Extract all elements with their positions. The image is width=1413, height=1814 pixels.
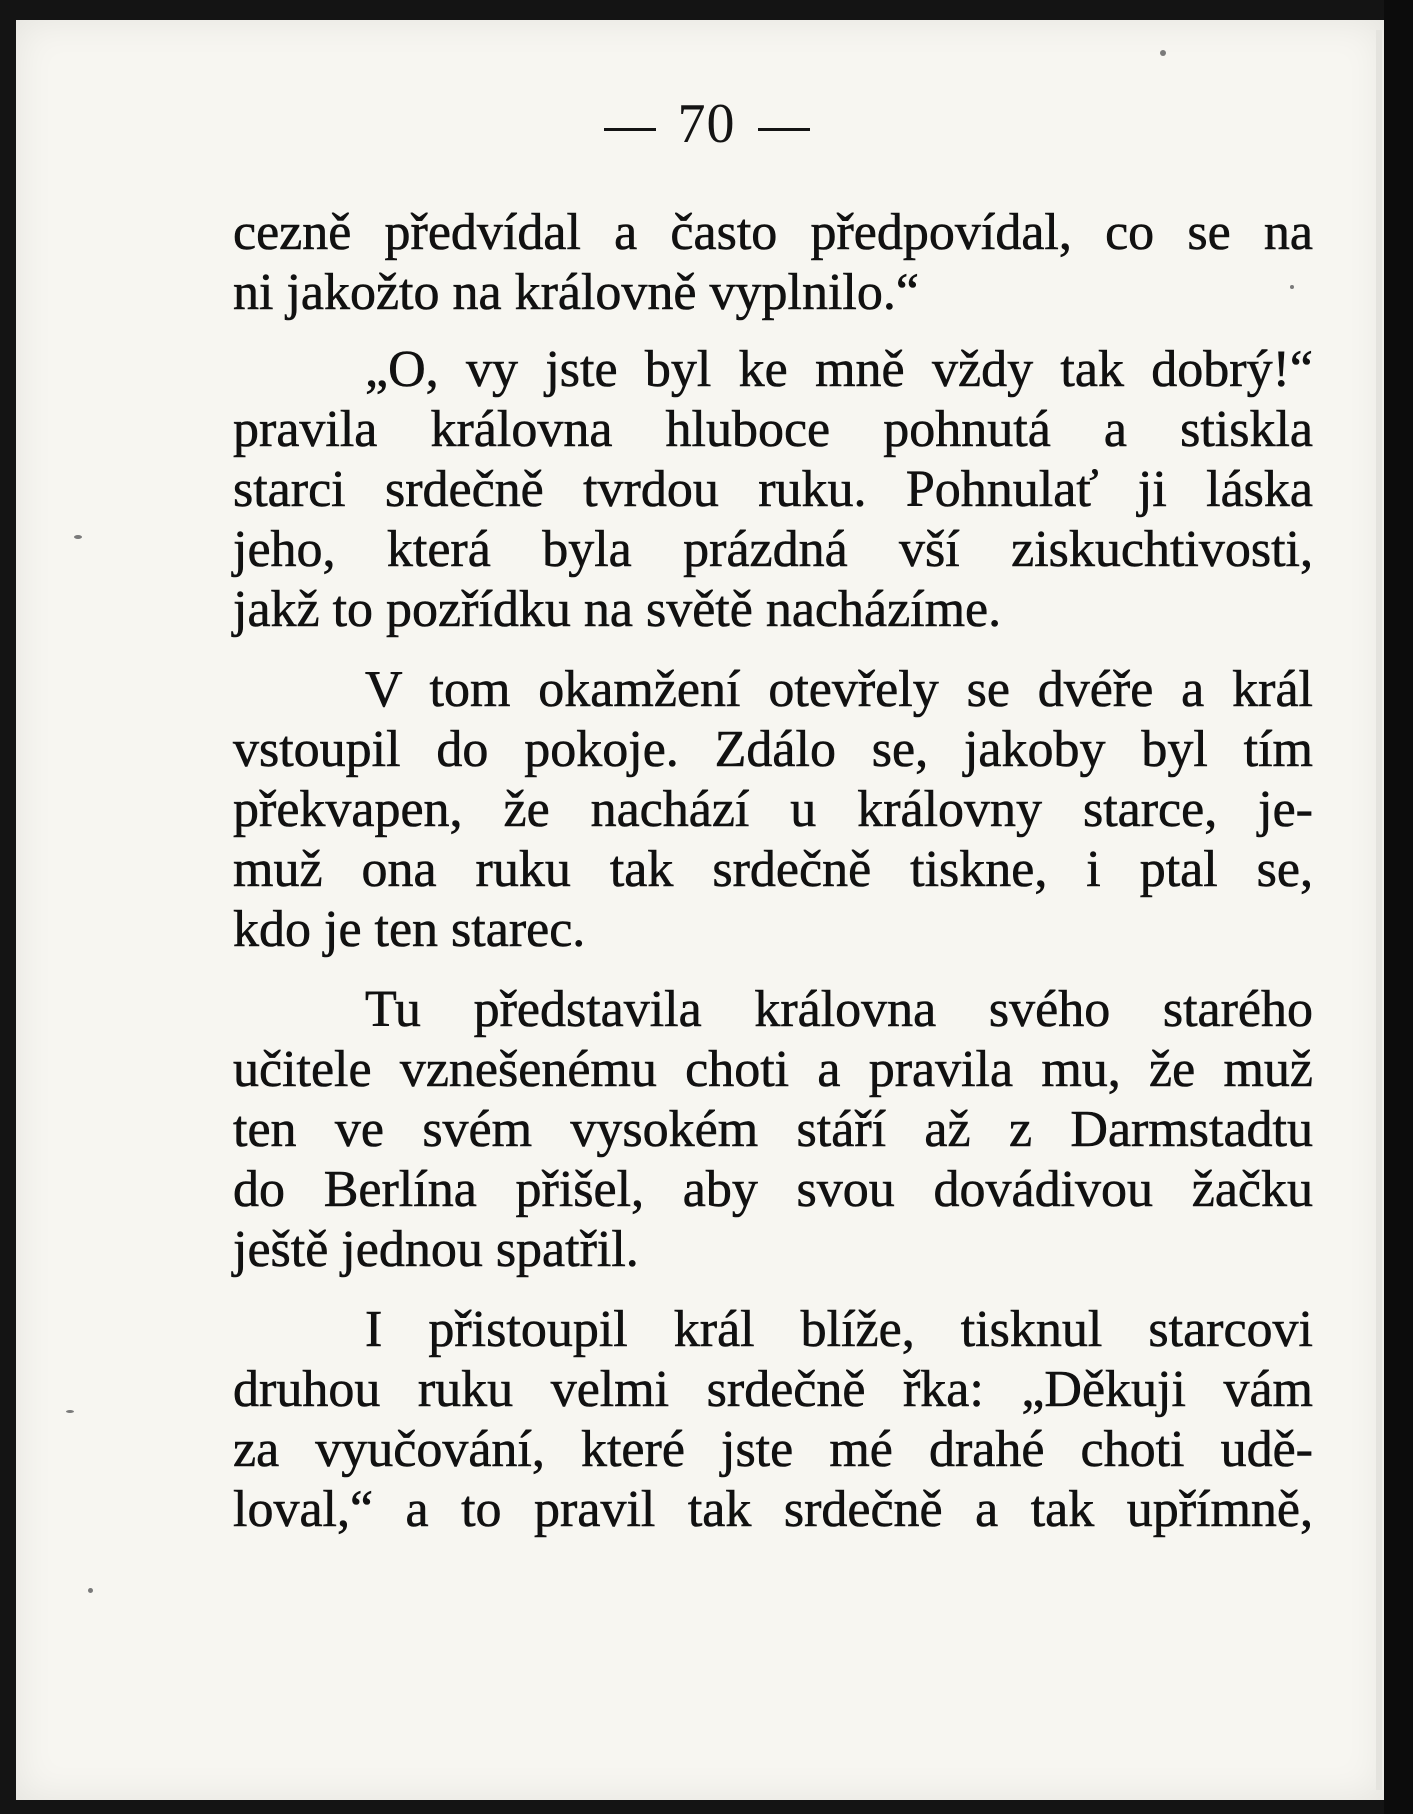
text-line: V tom okamžení otevřely se dvéře a král: [365, 661, 1313, 718]
text-line: starci srdečně tvrdou ruku. Pohnulať ji láska: [233, 461, 1313, 518]
text-line: za vyučování, které jste mé drahé choti udě-: [233, 1421, 1313, 1478]
text-line: I přistoupil král blíže, tisknul starcovi: [365, 1301, 1313, 1358]
text-line: muž ona ruku tak srdečně tiskne, i ptal se,: [233, 841, 1313, 898]
paper-speck: [1160, 50, 1166, 56]
text-line: ni jakožto na královně vyplnilo.“: [233, 264, 919, 321]
page-number: [0, 92, 1413, 156]
text-line: ještě jednou spatřil.: [233, 1221, 639, 1278]
text-line: jeho, která byla prázdná vší ziskuchtivosti,: [233, 521, 1313, 578]
text-line: do Berlína přišel, aby svou dovádivou žačku: [233, 1161, 1313, 1218]
text-line: kdo je ten starec.: [233, 901, 586, 958]
text-line: loval,“ a to pravil tak srdečně a tak upřímně,: [233, 1481, 1313, 1538]
paper-speck: [88, 1588, 93, 1593]
paper-speck: [74, 535, 82, 539]
text-line: jakž to pozřídku na světě nacházíme.: [233, 581, 1002, 638]
text-line: učitele vznešenému choti a pravila mu, že muž: [233, 1041, 1313, 1098]
page-edge: [1376, 30, 1382, 1790]
text-line: překvapen, že nachází u královny starce, je-: [233, 781, 1313, 838]
text-line: ten ve svém vysokém stáří až z Darmstadtu: [233, 1101, 1313, 1158]
page-number-dash: [758, 128, 810, 131]
page-number-dash: [604, 128, 656, 131]
text-line: druhou ruku velmi srdečně řka: „Děkuji vám: [233, 1361, 1313, 1418]
text-line: cezně předvídal a často předpovídal, co se na: [233, 204, 1313, 261]
scan-border: [1384, 0, 1413, 1814]
text-line: vstoupil do pokoje. Zdálo se, jakoby byl tím: [233, 721, 1313, 778]
text-line: „O, vy jste byl ke mně vždy tak dobrý!“: [365, 341, 1313, 398]
text-line: pravila královna hluboce pohnutá a stiskla: [233, 401, 1313, 458]
paper-speck: [66, 1410, 74, 1413]
page-number-value: 70: [677, 93, 736, 155]
text-line: Tu představila královna svého starého: [365, 981, 1313, 1038]
